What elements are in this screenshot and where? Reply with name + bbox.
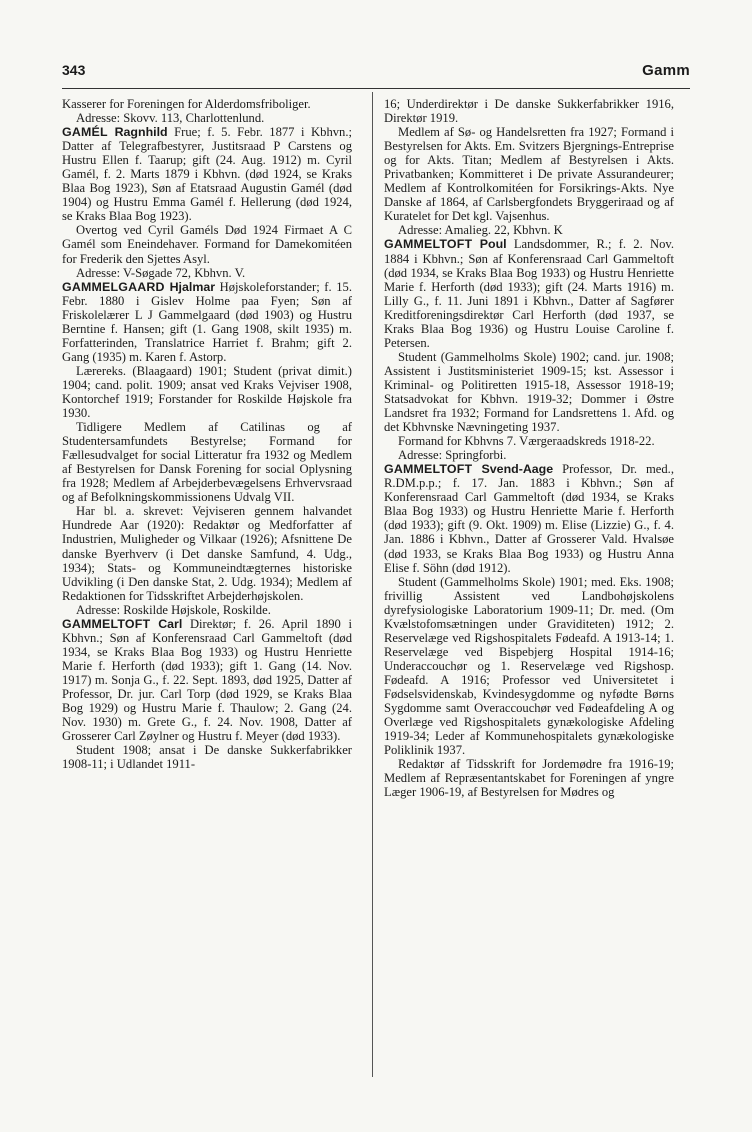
paragraph: Student (Gammelholms Skole) 1902; cand. jur. 1908; Assistent i Justitsministeriet 1909-15; kst. Assessor i Kriminal- og Politiretten 1915-18, Assessor 1918-19; Statsadvokat for Kbhvn. 1919-32; Dommer i Østre Landsret fra 1932; Formand for Landsrettens 1. Afd. og det Kbhvnske Nævningeting 1937. xyxy=(384,349,674,435)
paragraph: Adresse: Skovv. 113, Charlottenlund. xyxy=(76,111,265,126)
running-head: Gamm xyxy=(642,62,690,79)
paragraph: Adresse: Amalieg. 22, Kbhvn. K xyxy=(398,223,563,238)
entry-text: Højskoleforstander; f. 15. Febr. 1880 i Gislev Holme paa Fyen; Søn af Friskolelærer L J Gammelgaard (død 1903) og Hustru Berntine f. Hansen; gift (1. Gang 1908, skilt 1935) m. Forfatterinden, Translatrice Harriet f. Brahm; gift 2. Gang (1935) m. Karen f. Astorp. xyxy=(62,279,352,364)
paragraph: Adresse: V-Søgade 72, Kbhvn. V. xyxy=(76,265,246,280)
biography-entry xyxy=(62,125,352,223)
biography-entry xyxy=(384,462,674,574)
paragraph: Lærereks. (Blaagaard) 1901; Student (privat dimit.) 1904; cand. polit. 1909; ansat ved Kraks Vejviser 1908, Kontorchef 1919; Forstander for Roskilde Højskole fra 1930. xyxy=(62,363,352,421)
biography-entry xyxy=(384,237,674,349)
paragraph: Adresse: Roskilde Højskole, Roskilde. xyxy=(76,602,271,617)
entry-given-name: Ragnhild xyxy=(107,125,168,140)
entry-surname: GAMMELTOFT xyxy=(62,616,151,631)
biography-entry xyxy=(62,617,352,743)
paragraph: Student 1908; ansat i De danske Sukkerfabrikker 1908-11; i Udlandet 1911- xyxy=(62,743,352,772)
header-rule xyxy=(62,88,690,89)
continued-paragraph: Kasserer for Foreningen for Alderdomsfriboliger. xyxy=(62,97,311,111)
entry-surname: GAMÉL xyxy=(62,125,108,140)
paragraph: Har bl. a. skrevet: Vejviseren gennem halvandet Hundrede Aar (1920): Redaktør og Medforfatter af Industrien, Muligheder og Vilkaar (1926); Afsnittene De danske Byerhverv (i Det danske Samfund, 4. Udg., 1934); Stats- og Kommuneindtægternes historiske Udvikling (i Den danske Stat, 2. Udg. 1934); Medlem af Redaktionen for Tidsskriftet Arbejderhøjskolen. xyxy=(62,504,352,603)
paragraph: Tidligere Medlem af Catilinas og af Studentersamfundets Bestyrelse; Formand for Fællesudvalget for social Litteratur fra 1932 og Medlem af Bestyrelsen for Dansk Forening for social Oplysning fra 1928; Medlem af Arbejderbevægelsens Erhvervsraad og af Befolkningskommissionens Udvalg VII. xyxy=(62,420,352,505)
page-number: 343 xyxy=(62,62,86,78)
entry-text: Landsdommer, R.; f. 2. Nov. 1884 i Kbhvn.; Søn af Konferensraad Carl Gammeltoft (død 1934, se Kraks Blaa Bog 1933) og Hustru Henriette Marie f. Herforth (død 1933); gift (24. Marts 1916) m. Lilly G., f. 11. Juni 1891 i Kbhvn., Datter af Sagfører Kreditforeningsdirektør Carl Herforth (død 1937, se Kraks Blaa Bog 1936) og Hustru Louise Caroline f. Petersen. xyxy=(384,237,674,350)
entry-given-name: Svend-Aage xyxy=(472,462,554,477)
paragraph: Student (Gammelholms Skole) 1901; med. Eks. 1908; frivillig Assistent ved Landbohøjskolens dyrefysiologiske Laboratorium 1909-11; Dr. med. (Om Kvælstofomsætningen under Graviditeten) 1912; 2. Reservelæge ved Rigshospitalets Fødeafd. A 1913-14; 1. Reservelæge ved Bispebjerg Hospital 1914-16; Underaccouchør og 1. Reservelæge ved Rigshosp. Fødeafd. A 1916; Professor ved Universitetet i Fødselsvidenskab, Kvindesygdomme og nyfødte Børns Sygdomme samt Overaccouchør ved Fødeafdeling A og Overlæge ved Rigshospitalets gynækologiske Afdeling 1919-34; Leder af Kommunehospitalets gynækologiske Poliklinik 1937. xyxy=(384,574,674,758)
column-divider xyxy=(372,92,373,1077)
entry-surname: GAMMELGAARD xyxy=(62,279,165,294)
page-header xyxy=(62,62,690,84)
continued-paragraph: 16; Underdirektør i De danske Sukkerfabrikker 1916, Direktør 1919. xyxy=(384,97,674,126)
entry-given-name: Carl xyxy=(150,616,183,631)
paragraph: Medlem af Sø- og Handelsretten fra 1927; Formand i Bestyrelsen for Akts. Em. Svitzers Bjergnings-Entreprise og for Akts. Titan; Medlem af Bestyrelsen i Akts. Privatbanken; Kommitteret i De private Assurandeurer; Medlem af Kontrolkomitéen for Forsikrings-Akts. Nye Danske af 1864, af Carlsbergfondets Bryggeriraad og af Kuratelet for Det kgl. Vajsenhus. xyxy=(384,125,674,224)
right-column xyxy=(384,97,674,799)
entry-given-name: Poul xyxy=(472,237,507,252)
paragraph: Adresse: Springforbi. xyxy=(398,448,507,463)
entry-surname: GAMMELTOFT xyxy=(384,462,473,477)
entry-text: Direktør; f. 26. April 1890 i Kbhvn.; Søn af Konferensraad Carl Gammeltoft (død 1934, se Kraks Blaa Bog 1933) og Hustru Henriette Marie f. Herforth (død 1933); gift 1. Gang (14. Nov. 1917) m. Sonja G., f. 22. Sept. 1893, død 1925, Datter af Professor, Dr. jur. Carl Torp (død 1929, se Kraks Blaa Bog 1929) og Hustru Marie f. Thaulow; 2. Gang (24. Nov. 1930) m. Grete G., f. 24. Nov. 1908, Datter af Grosserer Carl Zøylner og Hustru f. Meyer (død 1933). xyxy=(62,616,352,744)
paragraph: Formand for Kbhvns 7. Værgeraadskreds 1918-22. xyxy=(398,434,655,449)
biography-entry xyxy=(62,280,352,364)
left-column xyxy=(62,97,352,771)
entry-text: Frue; f. 5. Febr. 1877 i Kbhvn.; Datter af Telegrafbestyrer, Justitsraad P Carstens og Hustru Ellen f. Taarup; gift (24. Aug. 1912) m. Cyril Gamél, f. 2. Marts 1879 i Kbhvn. (død 1924, se Kraks Blaa Bog 1923), Søn af Etatsraad Augustin Gamél (død 1904) og Hustru Emma Gamél f. Hellerung (død 1924, se Kraks Blaa Bog 1923). xyxy=(62,125,352,224)
entry-surname: GAMMELTOFT xyxy=(384,237,473,252)
paragraph: Redaktør af Tidsskrift for Jordemødre fra 1916-19; Medlem af Repræsentantskabet for Foreningen af yngre Læger 1906-19, af Bestyrelsen for Mødres og xyxy=(384,757,674,800)
paragraph: Overtog ved Cyril Gaméls Død 1924 Firmaet A C Gamél som Eneindehaver. Formand for Damekomitéen for Frederik den Sjettes Asyl. xyxy=(62,223,352,266)
entry-given-name: Hjalmar xyxy=(164,279,216,294)
entry-text: Professor, Dr. med., R.DM.p.p.; f. 17. Jan. 1883 i Kbhvn.; Søn af Konferensraad Carl Gammeltoft (død 1934, se Kraks Blaa Bog 1933) og Hustru Henriette Marie f. Herforth (død 1933); gift (9. Okt. 1909) m. Elise (Lizzie) G., f. 4. Jan. 1886 i Kbhvn., Datter af Grosserer Vald. Hvalsøe (død 1933, se Kraks Blaa Bog 1933) og Hustru Anna Elise f. Söhn (død 1912). xyxy=(384,462,674,575)
